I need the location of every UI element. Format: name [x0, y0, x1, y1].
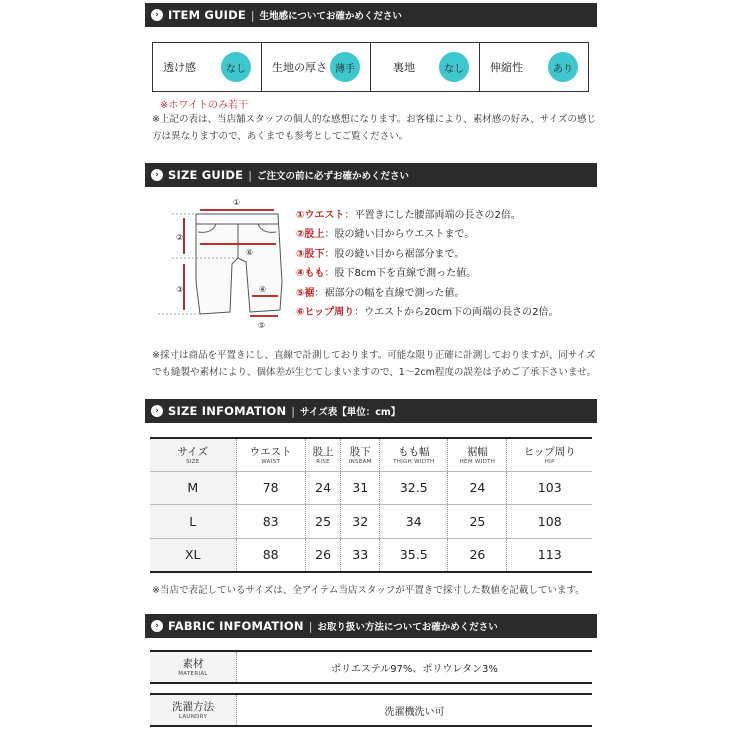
- size-guide-subtitle: ご注文の前に必ずお確かめください: [256, 171, 409, 182]
- diagram-label-waist: ①: [233, 198, 241, 207]
- white-note: ※ホワイトのみ若干: [160, 100, 249, 111]
- size-info-subtitle: サイズ表【単位：cm】: [300, 407, 401, 418]
- fabric-subtitle: お取り扱い方法についてお確かめください: [317, 622, 498, 633]
- diagram-label-inseam: ③: [176, 285, 184, 294]
- guide-cell-thickness: 生地の厚さ 薄手: [262, 43, 371, 91]
- column-header: ウエスト WAIST: [236, 438, 305, 471]
- legend-item: ①ウエスト：平置きにした腰部両端の長さの2倍。: [296, 210, 521, 221]
- table-header-row: [150, 438, 592, 471]
- legend-item: ②股上：股の縫い目からウエストまで。: [296, 229, 475, 241]
- chevron-right-icon: ›: [151, 169, 163, 181]
- guide-value-badge: 薄手: [330, 52, 360, 82]
- table-row: XL 88 26 33 35.5 26 113: [150, 538, 592, 572]
- column-header: 股上 RISE: [305, 438, 340, 471]
- chevron-right-icon: ›: [151, 405, 163, 417]
- fabric-row-laundry: 洗濯方法 LAUNDRY 洗濯機洗い可: [150, 693, 592, 727]
- guide-value-badge: あり: [548, 52, 578, 82]
- item-guide-note: ※上記の表は、当店舗スタッフの個人的な感想になります。お客様により、素材感の好み、サイズの感じ方は異なりますので、あくまでも参考としてご覧ください。: [152, 114, 597, 142]
- shorts-diagram: [150, 192, 290, 332]
- chevron-right-icon: ›: [151, 9, 163, 21]
- column-header: もも幅 THIGH WIDTH: [380, 438, 448, 471]
- column-header: ヒップ周り HIP: [507, 438, 592, 471]
- diagram-label-rise: ②: [176, 233, 184, 242]
- diagram-label-hem: ⑤: [258, 321, 266, 330]
- size-guide-title: SIZE GUIDE: [168, 168, 244, 182]
- legend-item: ⑤裾：裾部分の幅を直線で測った値。: [296, 287, 465, 299]
- material-value: ポリエステル97%、ポリウレタン3%: [331, 663, 498, 675]
- item-guide-title: ITEM GUIDE: [168, 8, 246, 22]
- guide-cell-lining: 裏地 なし: [371, 43, 480, 91]
- item-guide-header: › ITEM GUIDE | 生地感についてお確かめください: [145, 3, 597, 27]
- table-row: M 78 24 31 32.5 24 103: [150, 471, 592, 505]
- size-table: [150, 437, 592, 573]
- guide-value-badge: なし: [439, 52, 469, 82]
- column-header: 股下 INSEAM: [341, 438, 380, 471]
- guide-cell-stretch: 伸縮性 あり: [480, 43, 588, 91]
- column-header: サイズ SIZE: [150, 438, 236, 471]
- size-info-title: SIZE INFOMATION: [168, 404, 287, 418]
- item-guide-subtitle: 生地感についてお確かめください: [259, 11, 402, 22]
- laundry-value: 洗濯機洗い可: [384, 706, 445, 718]
- size-info-header: › SIZE INFOMATION | サイズ表【単位：cm】: [145, 399, 597, 423]
- table-row: L 83 25 32 34 25 108: [150, 505, 592, 539]
- guide-value-badge: なし: [221, 52, 251, 82]
- legend-item: ④もも：股下8cm下を直線で測った値。: [296, 268, 477, 280]
- column-header: 裾幅 HEM WIDTH: [448, 438, 507, 471]
- size-guide-note: ※採寸は商品を平置きにし、直線で計測しております。可能な限り正確に計測しておりますが、同サイズでも縫製や素材により、個体差が生じてしまいますので、1〜2cm程度の誤差は予めご了承下さいませ。: [152, 350, 597, 378]
- item-guide-table: [152, 42, 589, 92]
- fabric-title: FABRIC INFOMATION: [168, 619, 304, 633]
- fabric-header: › FABRIC INFOMATION | お取り扱い方法についてお確かめください: [145, 614, 597, 638]
- chevron-right-icon: ›: [151, 620, 163, 632]
- guide-cell-transparency: 透け感 なし: [153, 43, 262, 91]
- legend-item: ③股下：股の縫い目から裾部分まで。: [296, 248, 465, 260]
- size-guide-legend: [296, 206, 559, 322]
- diagram-label-hip: ⑥: [246, 248, 254, 257]
- size-guide-header: › SIZE GUIDE | ご注文の前に必ずお確かめください: [145, 163, 597, 187]
- diagram-label-thigh: ④: [259, 285, 267, 294]
- legend-item: ⑥ヒップ周り：ウエストから20cm下の両端の長さの2倍。: [296, 307, 559, 319]
- fabric-row-material: 素材 MATERIAL ポリエステル97%、ポリウレタン3%: [150, 650, 592, 684]
- size-info-note: ※当店で表記しているサイズは、全アイテム当店スタッフが平置きで採寸した数値を記載しています。: [152, 585, 585, 596]
